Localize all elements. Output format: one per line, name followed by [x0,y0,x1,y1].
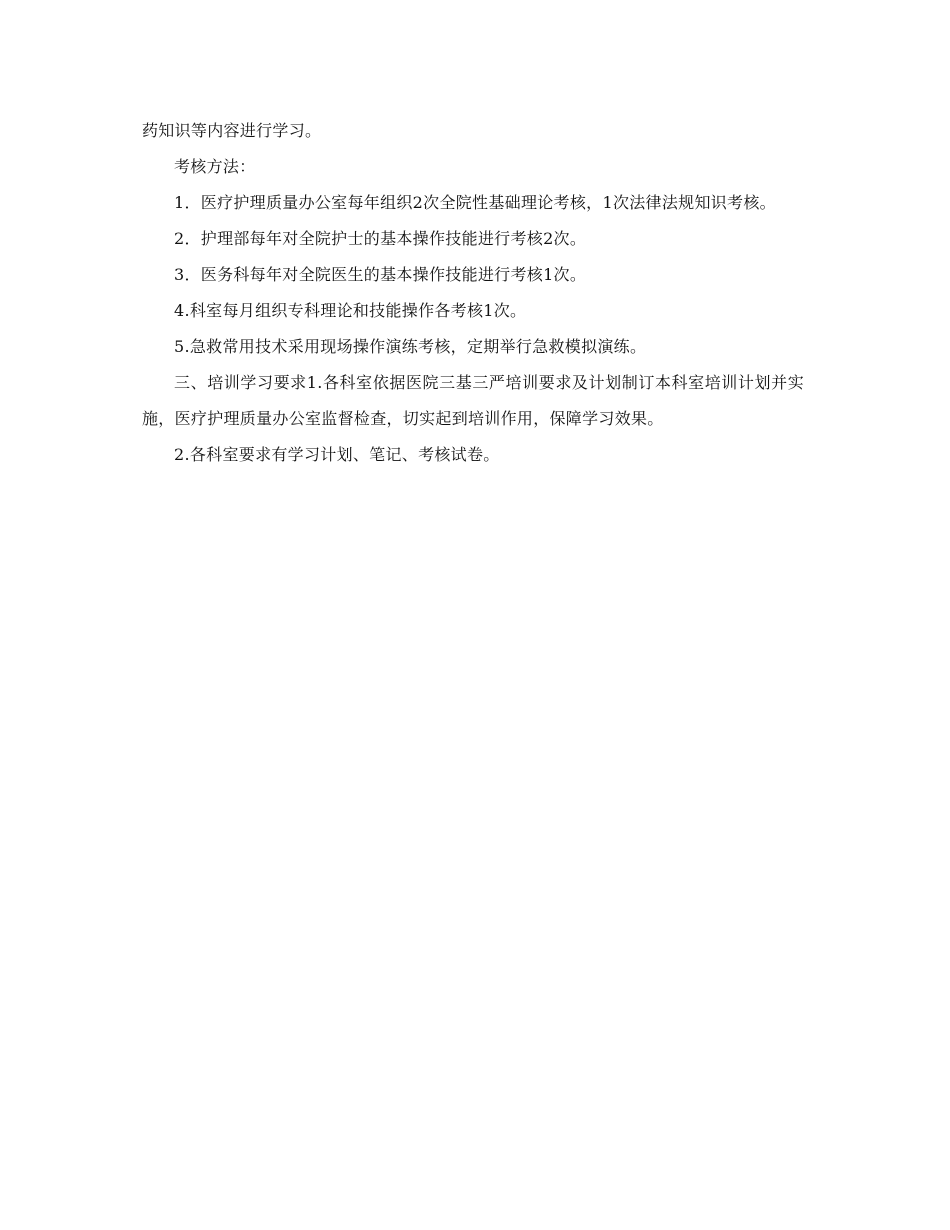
assessment-item-4: 4.科室每月组织专科理论和技能操作各考核1次。 [174,301,527,320]
training-requirements-section: 三、培训学习要求1.各科室依据医院三基三严培训要求及计划制订本科室培训计划并实施，医疗护理质量办公室监督检查，切实起到培训作用，保障学习效果。 [142,373,804,428]
assessment-item-2: 2．护理部每年对全院护士的基本操作技能进行考核2次。 [174,229,587,248]
training-requirement-2: 2.各科室要求有学习计划、笔记、考核试卷。 [174,445,500,464]
paragraph-continuation: 药知识等内容进行学习。 [142,121,322,140]
assessment-item-3: 3．医务科每年对全院医生的基本操作技能进行考核1次。 [174,265,587,284]
assessment-item-5: 5.急救常用技术采用现场操作演练考核，定期举行急救模拟演练。 [174,337,647,356]
document-body [142,113,804,473]
assessment-item-1: 1．医疗护理质量办公室每年组织2次全院性基础理论考核，1次法律法规知识考核。 [174,193,776,212]
assessment-method-heading: 考核方法： [174,157,256,176]
